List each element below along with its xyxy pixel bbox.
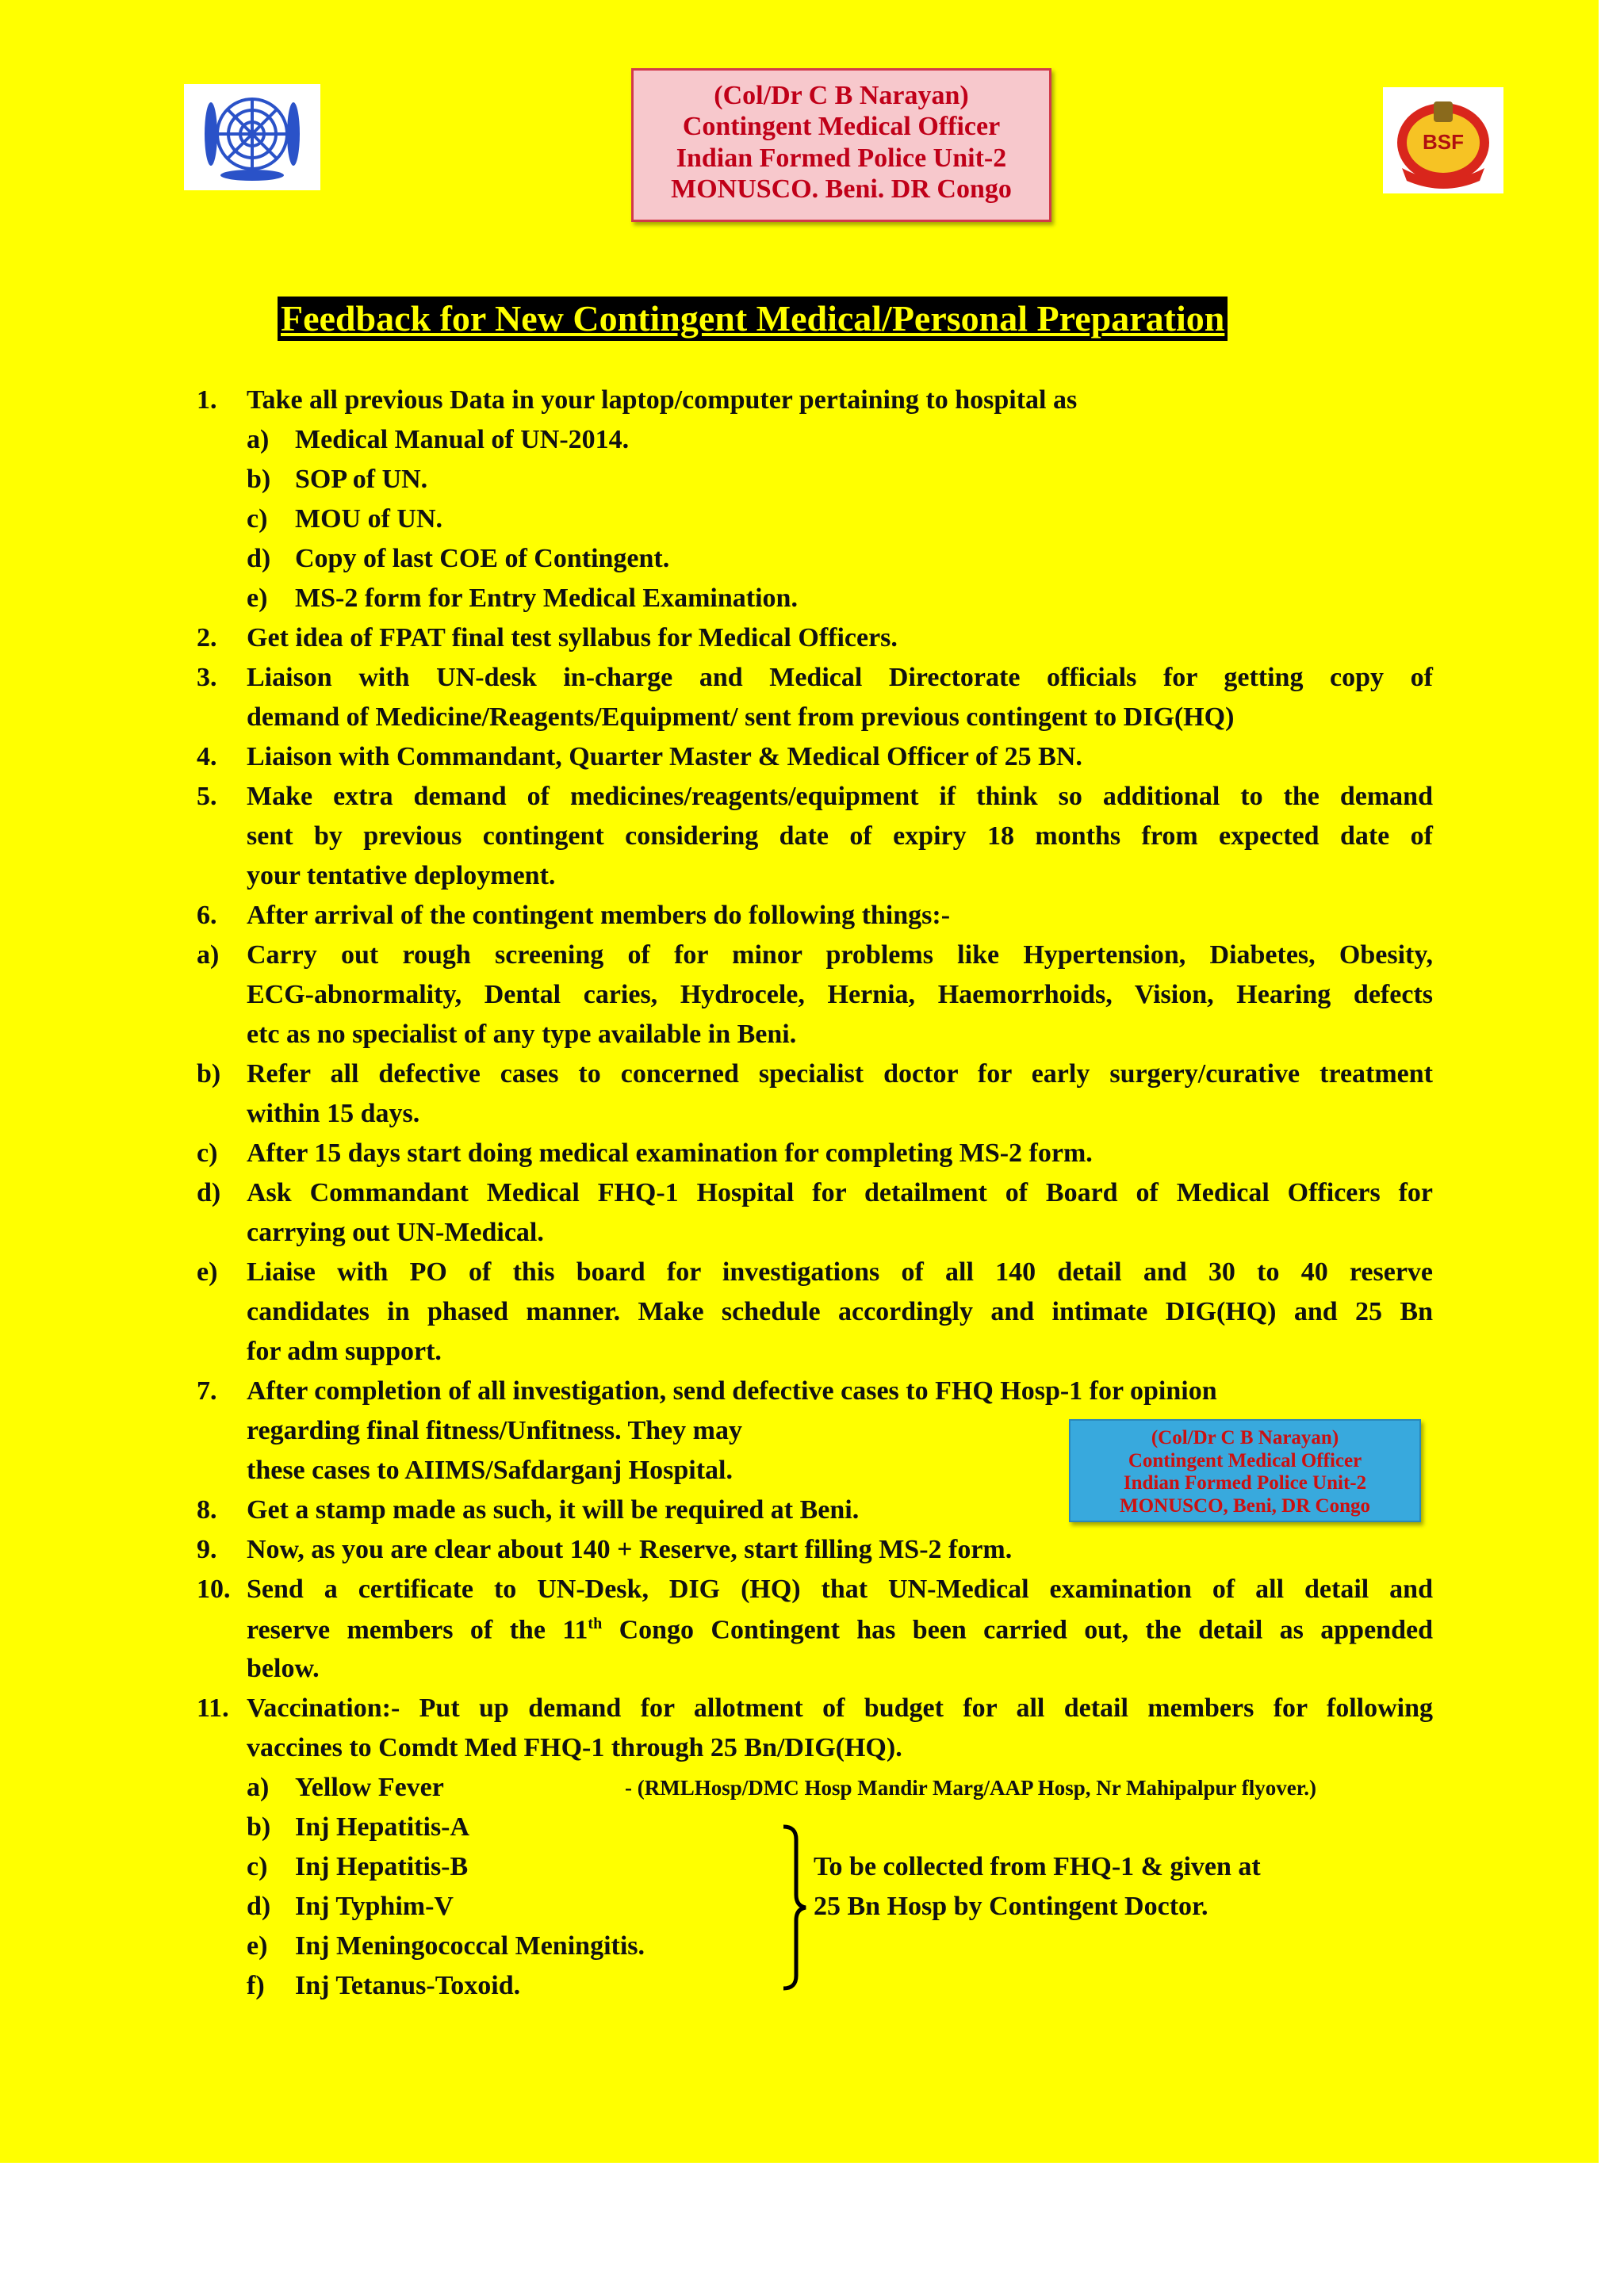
item-letter: e) <box>247 1931 268 1961</box>
vaccine-item: Inj Hepatitis-B <box>295 1852 469 1881</box>
list-item-continuation: these cases to AIIMS/Safdarganj Hospital. <box>247 1456 733 1485</box>
item-letter: b) <box>247 465 271 494</box>
item-letter: d) <box>247 1892 271 1921</box>
item-letter: e) <box>247 584 268 613</box>
item-number: 6. <box>197 901 217 930</box>
list-item-continuation <box>247 1616 1433 1644</box>
list-item: Send a certificate to UN-Desk, DIG (HQ) that UN-Medical examination of all detail and <box>247 1575 1433 1604</box>
list-item-continuation: within 15 days. <box>247 1099 420 1128</box>
list-item-continuation: sent by previous contingent considering date of expiry 18 months from expected date of <box>247 821 1433 851</box>
vaccine-item: Inj Meningococcal Meningitis. <box>295 1931 645 1961</box>
stamp-line-name: (Col/Dr C B Narayan) <box>1151 1427 1339 1448</box>
list-item: Get idea of FPAT final test syllabus for Medical Officers. <box>247 623 898 652</box>
list-item: Vaccination:- Put up demand for allotment of budget for all detail members for following <box>247 1693 1433 1723</box>
list-item: Take all previous Data in your laptop/computer pertaining to hospital as <box>247 385 1078 415</box>
item-letter: d) <box>197 1178 221 1207</box>
header-officer-stamp <box>631 68 1051 222</box>
collection-note: To be collected from FHQ-1 & given at <box>814 1852 1261 1881</box>
officer-stamp-sample <box>1069 1419 1421 1522</box>
item-number: 7. <box>197 1376 217 1406</box>
vaccine-item: Inj Hepatitis-A <box>295 1812 470 1842</box>
stamp-line-name: (Col/Dr C B Narayan) <box>714 81 969 110</box>
list-item: Carry out rough screening of for minor problems like Hypertension, Diabetes, Obesity, <box>247 940 1433 970</box>
list-item-continuation: ECG-abnormality, Dental caries, Hydrocele, Hernia, Haemorrhoids, Vision, Hearing defects <box>247 980 1433 1009</box>
list-item: Liaison with Commandant, Quarter Master & Medical Officer of 25 BN. <box>247 742 1082 771</box>
item-letter: a) <box>247 425 270 454</box>
item-number: 4. <box>197 742 217 771</box>
item-number: 2. <box>197 623 217 652</box>
list-item-continuation: demand of Medicine/Reagents/Equipment/ sent from previous contingent to DIG(HQ) <box>247 702 1235 732</box>
vaccine-item: Yellow Fever <box>295 1773 444 1802</box>
list-item-continuation: carrying out UN-Medical. <box>247 1218 544 1247</box>
list-item: MOU of UN. <box>295 504 443 534</box>
right-brace-icon <box>780 1823 809 1992</box>
list-item: After 15 days start doing medical examination for completing MS-2 form. <box>247 1138 1093 1168</box>
list-item: Liaise with PO of this board for investigations of all 140 detail and 30 to 40 reserve <box>247 1257 1433 1287</box>
item-letter: c) <box>197 1138 218 1168</box>
list-item: SOP of UN. <box>295 465 428 494</box>
list-item: Copy of last COE of Contingent. <box>295 544 670 573</box>
vaccine-source-note: - (RMLHosp/DMC Hosp Mandir Marg/AAP Hosp, Nr Mahipalpur flyover.) <box>625 1776 1317 1800</box>
item-letter: b) <box>197 1059 221 1089</box>
stamp-line-title: Contingent Medical Officer <box>682 112 1001 142</box>
bsf-emblem-icon <box>1383 87 1503 193</box>
un-emblem-icon <box>184 84 320 190</box>
list-item: Get a stamp made as such, it will be required at Beni. <box>247 1495 860 1525</box>
text-run: reserve members of the 11 <box>247 1615 588 1645</box>
stamp-line-unit: Indian Formed Police Unit-2 <box>1123 1472 1367 1494</box>
list-item: After completion of all investigation, send defective cases to FHQ Hosp-1 for opinion <box>247 1376 1217 1406</box>
list-item: Refer all defective cases to concerned specialist doctor for early surgery/curative treatment <box>247 1059 1433 1089</box>
list-item-continuation: for adm support. <box>247 1337 442 1366</box>
list-item-continuation: candidates in phased manner. Make schedule accordingly and intimate DIG(HQ) and 25 Bn <box>247 1297 1433 1326</box>
item-number: 1. <box>197 385 217 415</box>
list-item: Liaison with UN-desk in-charge and Medical Directorate officials for getting copy of <box>247 663 1433 692</box>
item-number: 9. <box>197 1535 217 1564</box>
list-item: Now, as you are clear about 140 + Reserve, start filling MS-2 form. <box>247 1535 1013 1564</box>
item-letter: d) <box>247 544 271 573</box>
list-item: Medical Manual of UN-2014. <box>295 425 630 454</box>
item-letter: c) <box>247 1852 268 1881</box>
text-run: Congo Contingent has been carried out, the detail as appended <box>602 1615 1434 1645</box>
list-item: After arrival of the contingent members do following things:- <box>247 901 951 930</box>
list-item-continuation: vaccines to Comdt Med FHQ-1 through 25 Bn/DIG(HQ). <box>247 1733 902 1762</box>
list-item-continuation: regarding final fitness/Unfitness. They may <box>247 1416 742 1445</box>
list-item: Make extra demand of medicines/reagents/equipment if think so additional to the demand <box>247 782 1433 811</box>
item-number: 11. <box>197 1693 229 1723</box>
item-number: 8. <box>197 1495 217 1525</box>
list-item-continuation: etc as no specialist of any type available in Beni. <box>247 1020 797 1049</box>
stamp-line-location: MONUSCO. Beni. DR Congo <box>671 174 1012 205</box>
item-letter: f) <box>247 1971 265 2000</box>
list-item: Ask Commandant Medical FHQ-1 Hospital for detailment of Board of Medical Officers for <box>247 1178 1433 1207</box>
list-item: MS-2 form for Entry Medical Examination. <box>295 584 798 613</box>
stamp-line-title: Contingent Medical Officer <box>1128 1449 1362 1471</box>
item-number: 5. <box>197 782 217 811</box>
bsf-logo-text: BSF <box>1423 130 1464 154</box>
item-number: 3. <box>197 663 217 692</box>
item-number: 10. <box>197 1575 231 1604</box>
collection-note: 25 Bn Hosp by Contingent Doctor. <box>814 1892 1208 1921</box>
item-letter: e) <box>197 1257 218 1287</box>
vaccine-item: Inj Typhim-V <box>295 1892 454 1921</box>
stamp-line-unit: Indian Formed Police Unit-2 <box>676 143 1007 173</box>
page-title: Feedback for New Contingent Medical/Personal Preparation <box>278 297 1228 341</box>
list-item-continuation: your tentative deployment. <box>247 861 556 890</box>
item-letter: c) <box>247 504 268 534</box>
item-letter: a) <box>197 940 220 970</box>
list-item-continuation: below. <box>247 1654 320 1683</box>
stamp-line-location: MONUSCO, Beni, DR Congo <box>1120 1494 1370 1517</box>
item-letter: b) <box>247 1812 271 1842</box>
vaccine-item: Inj Tetanus-Toxoid. <box>295 1971 521 2000</box>
superscript: th <box>588 1615 603 1632</box>
item-letter: a) <box>247 1773 270 1802</box>
